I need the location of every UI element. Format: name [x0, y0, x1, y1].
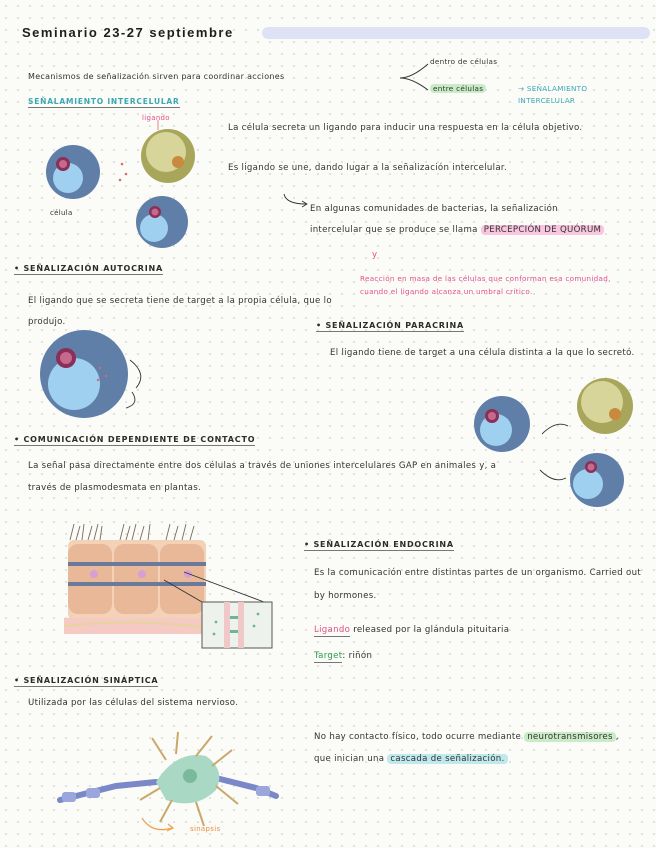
autocrina-diagram [38, 330, 158, 425]
intercelular-diagram [40, 120, 210, 255]
intro-branch-2-highlight: entre células [430, 84, 486, 93]
endocrina-target-word: Target [314, 651, 343, 661]
neuron-diagram [56, 730, 286, 840]
cascada-highlight: cascada de señalización. [387, 754, 507, 764]
celula-label: célula [50, 209, 73, 217]
endocrina-target [314, 646, 372, 667]
endocrina-ligand-rest: released por la glándula pituitaria [353, 625, 510, 635]
intercelular-p3 [310, 199, 610, 241]
ligando-label: ligando [142, 114, 170, 122]
intercelular-p3-text: En algunas comunidades de bacterias, la señalización intercelular que se produce se llama [310, 204, 558, 235]
endocrina-target-rest: : riñón [342, 651, 373, 661]
gap-junction-diagram [64, 522, 284, 652]
autocrina-text: El ligando que se secreta tiene de target a la propia célula, que lo produjo. [28, 296, 332, 327]
arrow-p3 [282, 192, 310, 210]
paracrina-text: El ligando tiene de target a una célula distinta a la que lo secretó. [330, 348, 635, 358]
intercelular-p3-pink: Reacción en masa de las células que conforman esa comunidad, cuando el ligando alcanza un umbral crítico. [360, 274, 611, 296]
page-title: Seminario 23-27 septiembre [22, 25, 234, 40]
intro-text: Mecanismos de señalización sirven para coordinar acciones [28, 72, 285, 81]
intro-branch-2-result: → SEÑALAMIENTO INTERCELULAR [518, 84, 588, 105]
endocrina-text: Es la comunicación entre distintas partes de un organismo. Carried out by hormones. [314, 568, 641, 601]
heading-contacto: • COMUNICACIÓN DEPENDIENTE DE CONTACTO [14, 435, 256, 444]
heading-sinaptica: • SEÑALIZACIÓN SINÁPTICA [14, 676, 159, 685]
intercelular-p2: Es ligando se une, dando lugar a la señalización intercelular. [228, 163, 507, 173]
sinaptica-text: Utilizada por las células del sistema nervioso. [28, 698, 239, 708]
neurotransmisores-highlight: neurotransmisores [524, 732, 616, 742]
heading-endocrina: • SEÑALIZACIÓN ENDOCRINA [304, 540, 454, 549]
heading-autocrina: • SEÑALIZACIÓN AUTOCRINA [14, 264, 164, 273]
title-bar [262, 27, 650, 39]
intercelular-p3-y: y [372, 250, 378, 260]
sinaptica-paragraph [314, 726, 634, 770]
endocrina-ligand [314, 620, 509, 641]
heading-intercelular: SEÑALAMIENTO INTERCELULAR [28, 97, 180, 106]
sinaptica-p-b: , que inician una [314, 732, 619, 764]
contacto-text: La señal pasa directamente entre dos células a través de uniones intercelulares GAP en animales y, a través de plasmodesmata en plantas. [28, 461, 497, 493]
quorum-highlight: PERCEPCIÓN DE QUÓRUM [481, 225, 605, 235]
synapsis-label: sinapsis [190, 825, 221, 833]
intro-branch-2 [430, 83, 486, 94]
intercelular-p1: La célula secreta un ligando para inducir una respuesta en la célula objetivo. [228, 123, 583, 133]
heading-paracrina: • SEÑALIZACIÓN PARACRINA [316, 321, 464, 330]
endocrina-ligand-word: Ligando [314, 625, 351, 635]
intro-branch-1: dentro de células [430, 57, 498, 66]
sinaptica-p-a: No hay contacto físico, todo ocurre mediante [314, 732, 522, 742]
